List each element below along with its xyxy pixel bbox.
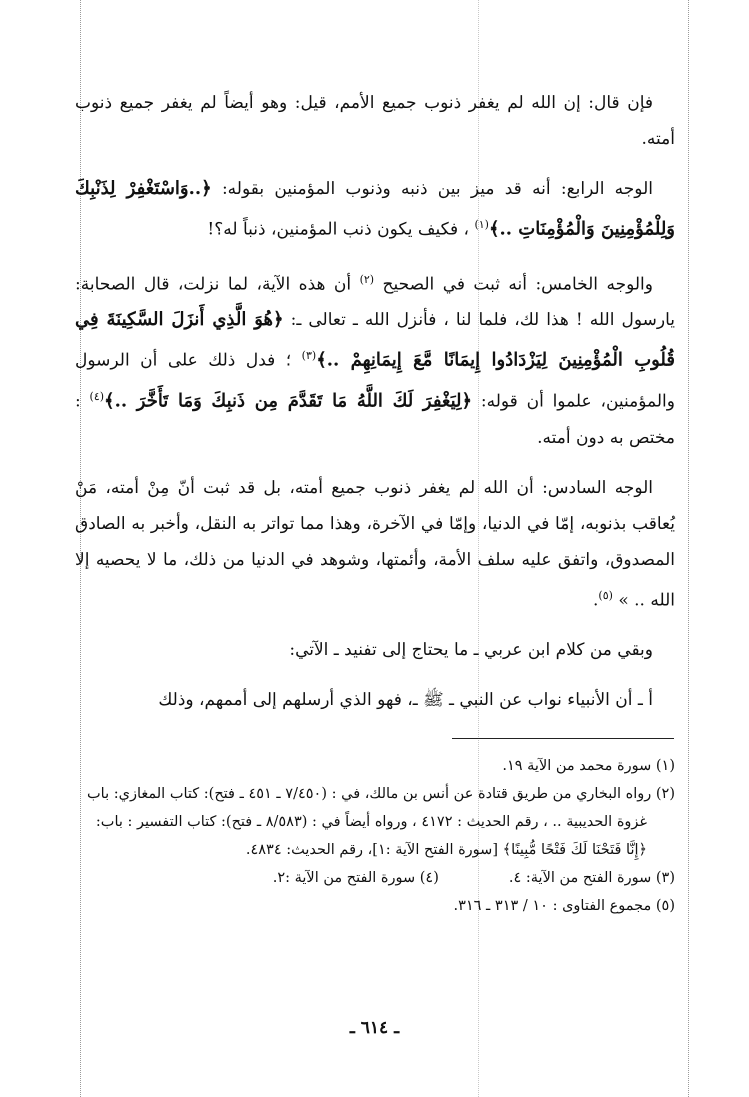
page-number: ـ ٦١٤ ـ [349,1018,400,1038]
paragraph-3-text-d: : مختص به دون أمته. [75,391,675,448]
quran-quote-2: ﴿هُوَ الَّذِي أَنزَلَ السَّكِينَةَ فِي قُلُوبِ الْمُؤْمِنِينَ لِيَزْدَادُوا إِيمَانًا مَّعَ إِيمَانِهِمْ ..﴾ [75,309,675,371]
paragraph-1 [75,85,675,157]
footnote-divider [452,738,674,739]
footnote-ref-3[interactable]: (٣) [301,349,317,363]
footnote-4: (٤) سورة الفتح من الآية :٢. [272,870,439,886]
footnote-ref-4[interactable]: (٤) [89,389,105,403]
main-text [75,85,675,732]
paragraph-3-text-c: ؛ فدل ذلك على أن الرسول والمؤمنين، علموا أن قوله: [75,350,675,412]
paragraph-3-text-b: أن هذه الآية، لما نزلت، قال الصحابة: يارسول الله ! هذا لك، فلما لنا ، فأنزل الله ـ تعالى ـ: [75,274,675,331]
footnote-ref-1[interactable]: (١) [474,218,489,231]
paragraph-1-text: فإن قال: إن الله لم يغفر ذنوب جميع الأمم، قيل: وهو أيضاً لم يغفر جميع ذنوب أمته. [75,93,675,149]
paragraph-2 [75,171,675,248]
scan-edge-right [688,0,689,1097]
paragraph-2-text-b: ، فكيف يكون ذنب المؤمنين، ذنباً له؟! [207,219,475,240]
footnote-3: (٣) سورة الفتح من الآية: ٤. [508,870,675,886]
paragraph-6-text: أ ـ أن الأنبياء نواب عن النبي ـ ﷺ ـ، فهو الذي أرسلهم إلى أممهم، وذلك [158,690,653,711]
quran-quote-1: ﴿..وَاسْتَغْفِرْ لِذَنْبِكَ وَلِلْمُؤْمِنِينَ وَالْمُؤْمِنَاتِ ..﴾ [75,178,675,240]
paragraph-2-text-a: الوجه الرابع: أنه قد ميز بين ذنبه وذنوب المؤمنين بقوله: [211,179,653,199]
paragraph-3 [75,262,675,456]
paragraph-4-text-a: الوجه السادس: أن الله لم يغفر ذنوب جميع أمته، بل قد ثبت أنّ مِنْ أمته، مَنْ يُعاقب بذنوبه، إمّا في الدنيا، وإمّا في الآخرة، وهذا مما تواتر به النقل، وأخبر به الصادق المصدوق، واتفق عليه سلف الأمة، وأئمتها، وشوهد في الدنيا من ذلك، ما لا يحصيه إلا الله .. » [75,477,675,611]
footnote-5: (٥) مجموع الفتاوى : ١٠ / ٣١٣ ـ ٣١٦. [453,898,675,914]
footnote-ref-5[interactable]: (٥) [598,588,613,602]
footnotes [75,752,675,920]
paragraph-5 [75,632,675,668]
footnote-1: (١) سورة محمد من الآية ١٩. [502,758,675,774]
paragraph-4 [75,470,675,619]
paragraph-6 [75,682,675,718]
paragraph-3-text-a: والوجه الخامس: أنه ثبت في الصحيح [374,274,653,295]
footnote-row-3-4 [75,864,675,892]
paragraph-4-text-b: . [593,590,599,611]
footnote-2: (٢) رواه البخاري من طريق قتادة عن أنس بن مالك، في : (٧/٤٥٠ ـ ٤٥١ ـ فتح): كتاب المغازي: باب غزوة الحديبية .. ، رقم الحديث : ٤١٧٢ ، ورواه أيضاً في : (٨/٥٨٣ ـ فتح): كتاب التفسير : باب: ﴿إِنَّا فَتَحْنَا لَكَ فَتْحًا مُّبِينًا﴾ [سورة الفتح الآية :١]، رقم الحديث: ٤٨٣٤. [87,786,675,858]
quran-quote-3: ﴿لِيَغْفِرَ لَكَ اللَّهُ مَا تَقَدَّمَ مِن ذَنبِكَ وَمَا تَأَخَّرَ ..﴾ [104,390,473,412]
paragraph-5-text: وبقي من كلام ابن عربي ـ ما يحتاج إلى تفنيد ـ الآتي: [289,640,653,661]
footnote-ref-2[interactable]: (٢) [359,272,375,286]
